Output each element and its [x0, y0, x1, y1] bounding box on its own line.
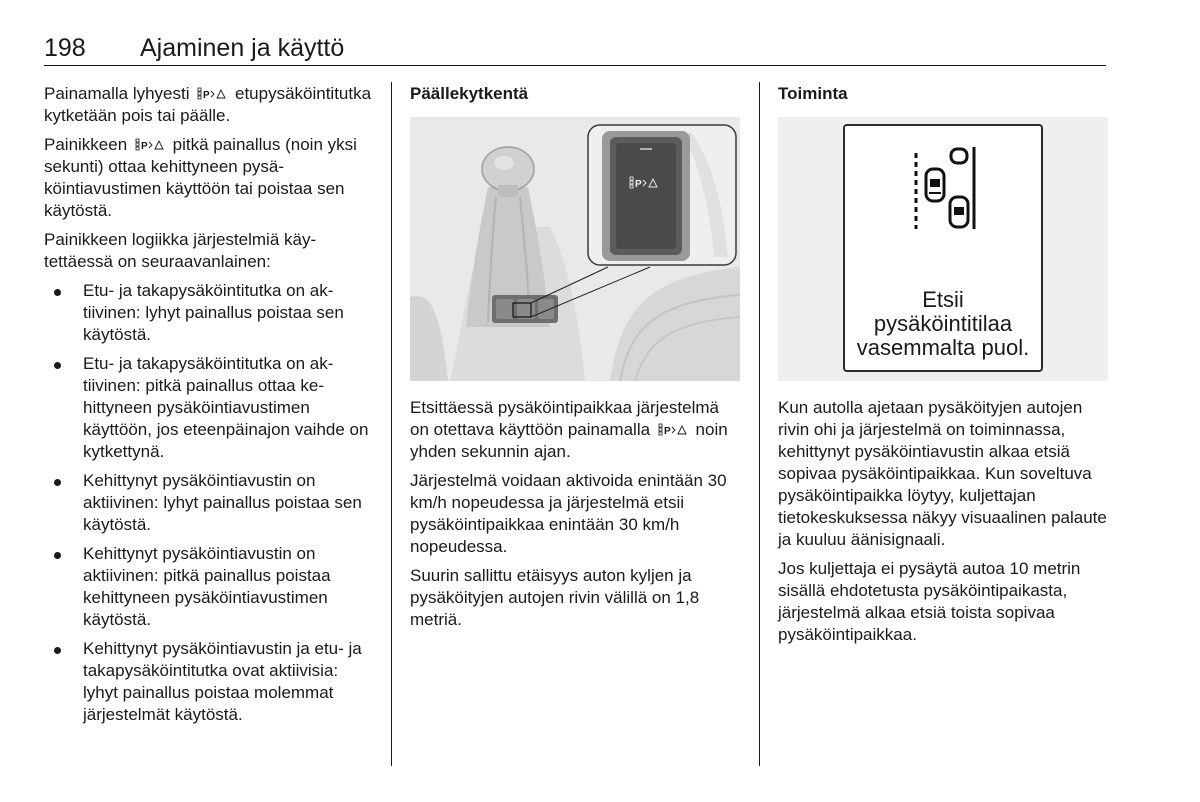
driver-info-display-illustration	[778, 117, 1108, 381]
paragraph: Painikkeen logiikka järjestelmiä käytettäessä on seuraavanlainen:	[44, 230, 317, 271]
section-heading: Päällekytkentä	[410, 84, 529, 103]
svg-text:P: P	[663, 426, 671, 436]
text: Kehittynyt pysäköintiavustin on aktiivinen: pitkä painallus poistaa kehittyneen pysäköintiavustimen käytöstä.	[83, 544, 331, 629]
park-assist-button-icon	[658, 423, 688, 436]
paragraph: Järjestelmä voidaan aktivoida enintään 30 km/h nopeudessa ja järjestelmä etsii pysäköintipaikkaa enintään 30 km/h nopeudessa.	[410, 471, 727, 556]
list-item	[44, 638, 374, 726]
column-3	[778, 83, 1108, 653]
section-heading: Toiminta	[778, 84, 848, 103]
column-divider	[391, 82, 392, 766]
text: etupysäköintitutka kytketään pois tai päälle.	[44, 84, 372, 125]
display-line-3: vasemmalta puol.	[856, 335, 1030, 360]
svg-text:P: P	[140, 141, 148, 151]
column-divider	[759, 82, 760, 766]
bullet-list	[44, 280, 374, 726]
column-1	[44, 83, 374, 733]
parked-car-icon	[950, 197, 968, 227]
list-item	[44, 470, 374, 536]
list-item	[44, 543, 374, 631]
page-title: Ajaminen ja käyttö	[140, 34, 345, 62]
center-console-illustration	[410, 117, 740, 381]
page-number: 198	[44, 34, 86, 62]
text: Painikkeen	[44, 135, 128, 154]
paragraph: Suurin sallittu etäisyys auton kyljen ja pysäköityjen autojen rivin välillä on 1,8 metriä.	[410, 566, 700, 629]
bullet-icon	[54, 362, 61, 369]
parked-car-icon	[951, 149, 967, 163]
paragraph: Jos kuljettaja ei pysäytä autoa 10 metrin sisällä ehdotetusta pysäköintipaikasta, järjestelmä alkaa etsiä toista sopivaa pysäköintipaikkaa.	[778, 559, 1081, 644]
bullet-icon	[54, 479, 61, 486]
text: Etu- ja takapysäköintitutka on aktiivinen: pitkä painallus ottaa kehittyneen pysäköintiavustimen käyttöön, jos eteenpäinajon vaihde on kytkettynä.	[83, 354, 369, 461]
list-item	[44, 280, 374, 346]
car-icon	[926, 169, 944, 201]
bullet-icon	[54, 289, 61, 296]
column-2	[410, 83, 740, 638]
text: noin yhden sekunnin ajan.	[410, 420, 728, 461]
display-line-1: Etsii	[922, 287, 964, 312]
text: Kehittynyt pysäköintiavustin on aktiivinen: lyhyt painallus poistaa sen käytöstä.	[83, 471, 362, 534]
text: Etu- ja takapysäköintitutka on aktiivinen: lyhyt painallus poistaa sen käytöstä.	[83, 281, 344, 344]
svg-text:P: P	[635, 179, 642, 190]
svg-text:P: P	[203, 90, 210, 100]
page-header	[44, 34, 1106, 66]
paragraph	[44, 134, 374, 222]
text: Etsittäessä pysäköintipaikkaa järjestelmä on otettava käyttöön painamalla	[410, 398, 719, 439]
list-item	[44, 353, 374, 463]
text: Kehittynyt pysäköintiavustin ja etu- ja takapysäköintitutka ovat aktiivisia: lyhyt painallus poistaa molemmat järjestelmät käytöstä.	[83, 639, 362, 724]
paragraph	[44, 83, 374, 127]
bullet-icon	[54, 647, 61, 654]
text: Painamalla lyhyesti	[44, 84, 190, 103]
text: pitkä painallus (noin yksi sekunti) ottaa kehittyneen pysäköintiavustimen käyttöön tai poistaa sen käytöstä.	[44, 135, 357, 220]
paragraph: Kun autolla ajetaan pysäköityjen autojen rivin ohi ja järjestelmä on toiminnassa, kehittynyt pysäköintiavustin alkaa etsiä sopivaa pysäköintipaikkaa. Kun soveltuva pysäköintipaikka löytyy, kuljettajan tietokeskuksessa näkyy visuaalinen palaute ja kuuluu äänisignaali.	[778, 398, 1107, 549]
bullet-icon	[54, 552, 61, 559]
park-assist-button-icon	[135, 138, 165, 151]
display-line-2: pysäköintitilaa	[873, 311, 1013, 336]
park-assist-button-icon	[197, 87, 227, 100]
paragraph	[410, 397, 740, 463]
